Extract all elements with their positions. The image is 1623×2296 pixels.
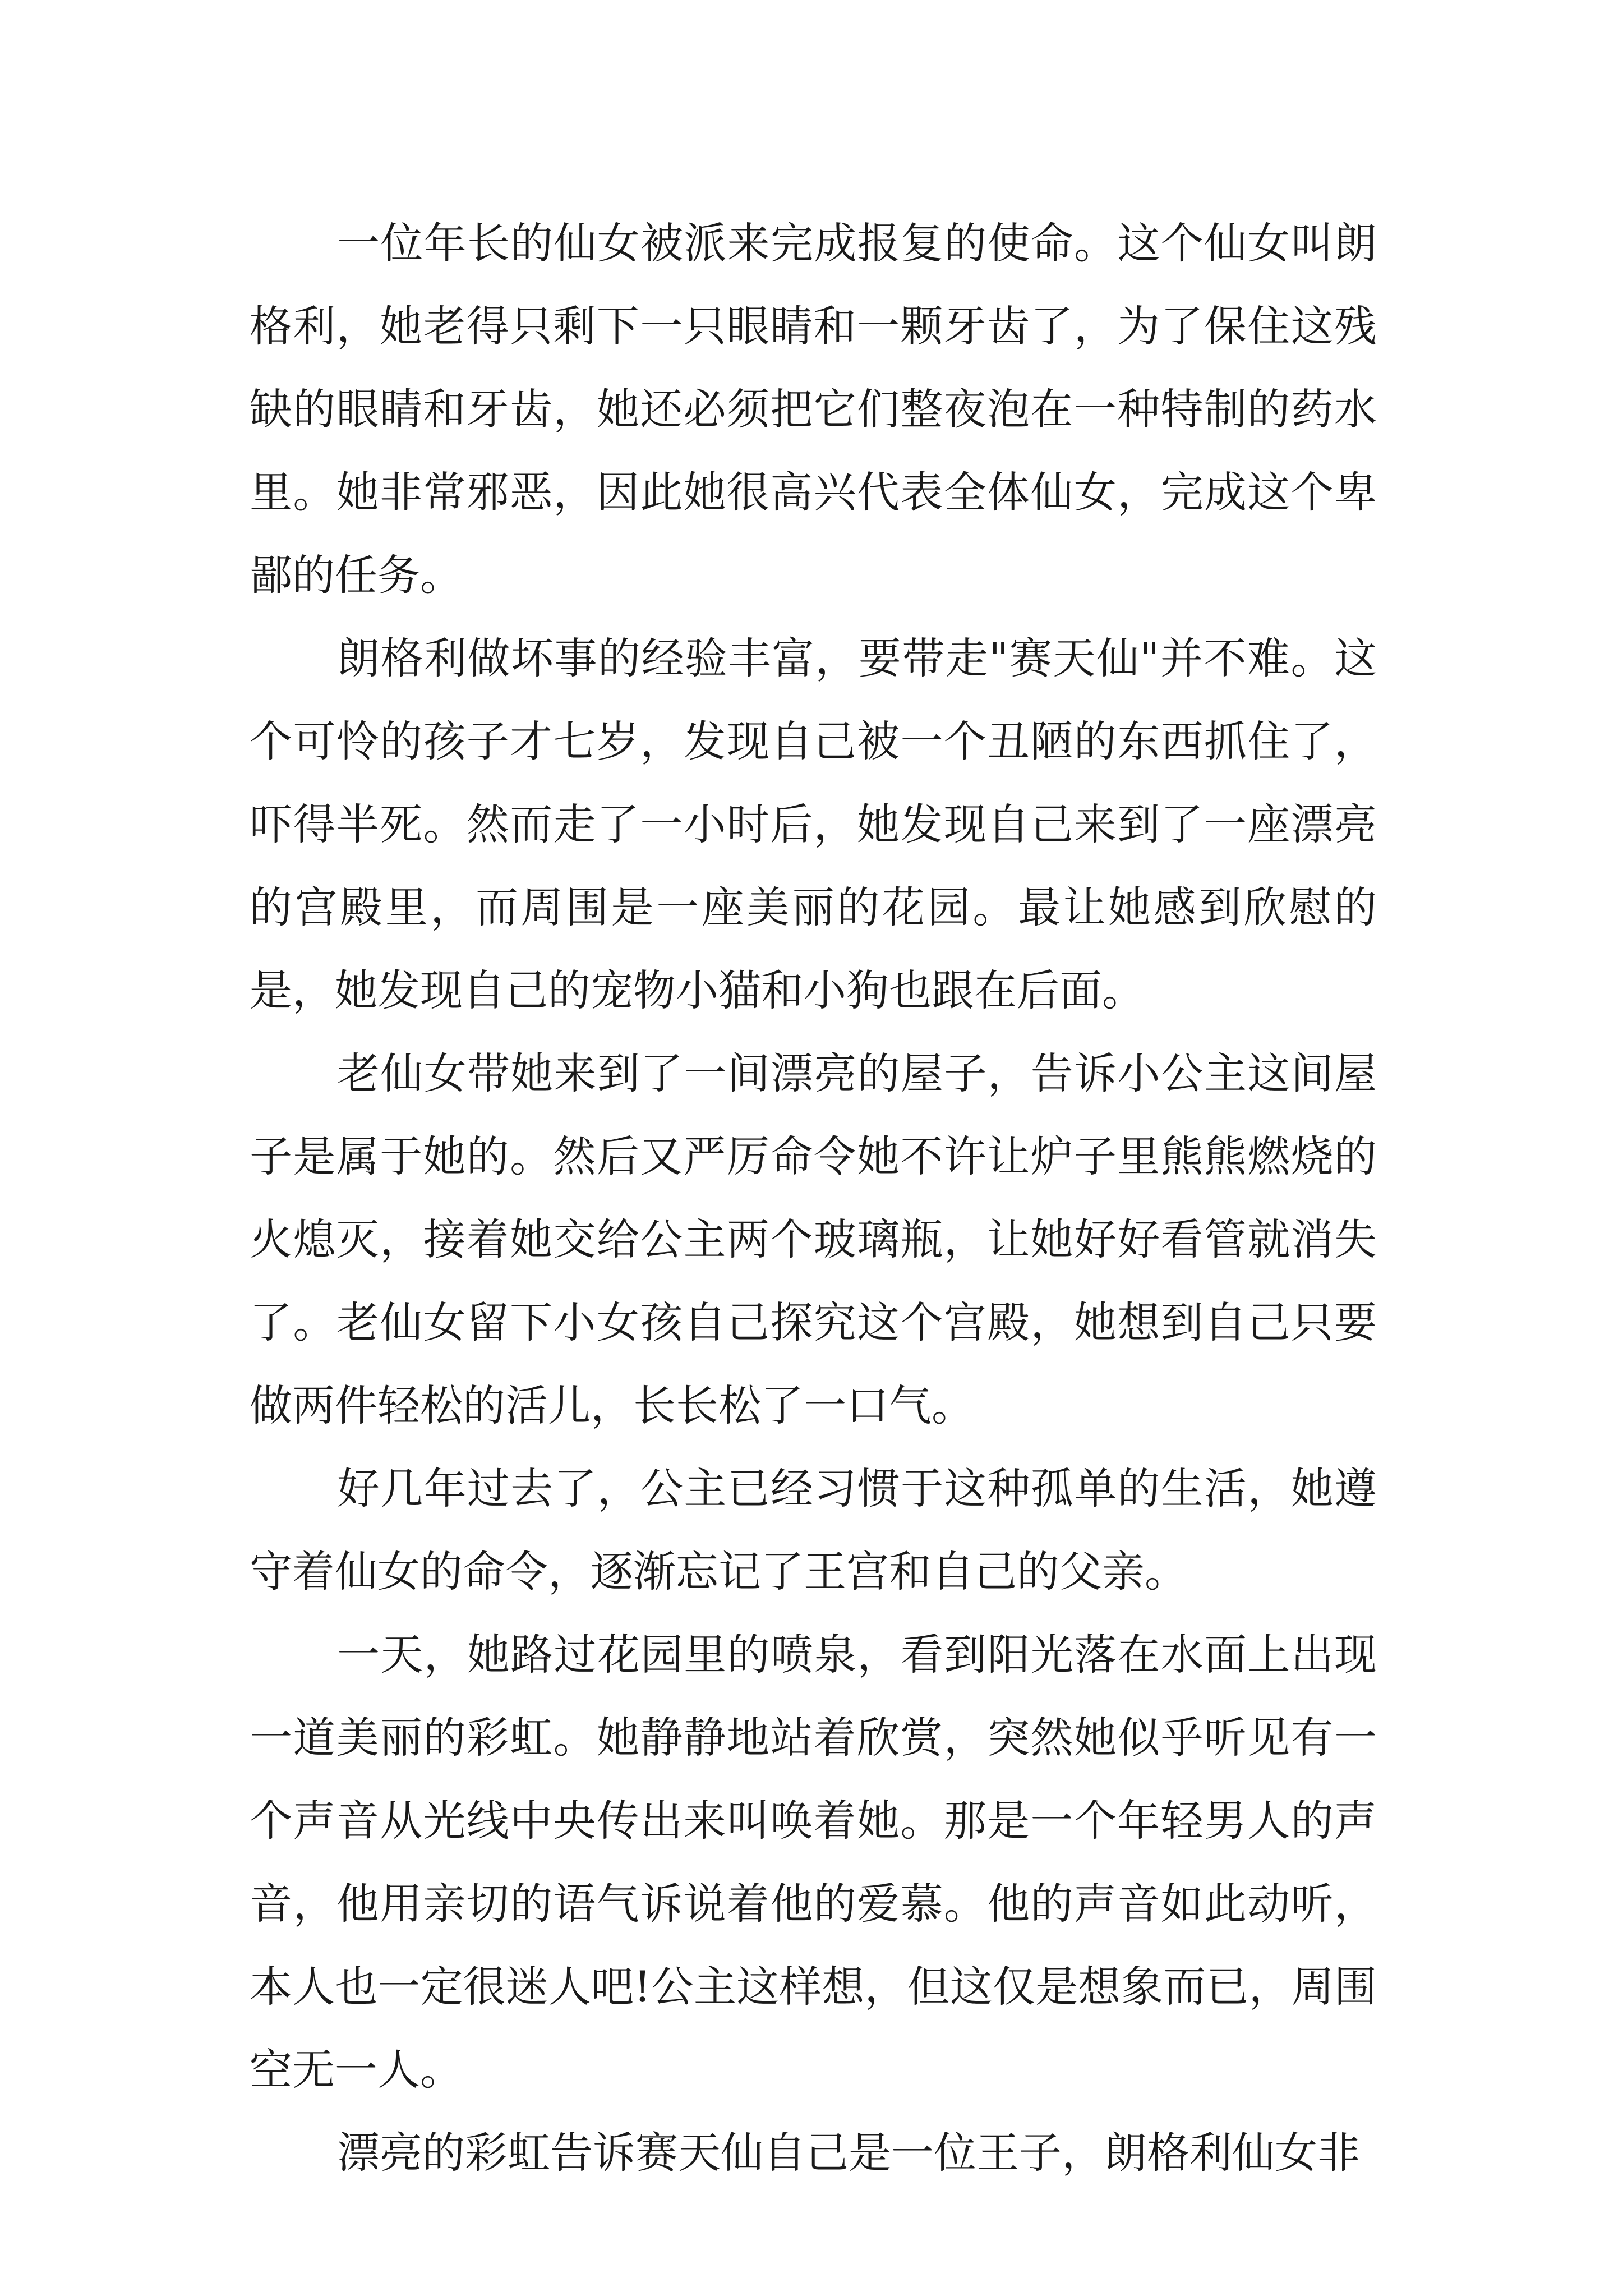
body-text [250,202,1377,2194]
paragraph-3: 老仙女带她来到了一间漂亮的屋子，告诉小公主这间屋子是属于她的。然后又严厉命令她不许让炉子里熊熊燃烧的火熄灭，接着她交给公主两个玻璃瓶，让她好好看管就消失了。老仙女留下小女孩自己探究这个宫殿，她想到自己只要做两件轻松的活儿，长长松了一口气。 [250,1048,1377,1430]
paragraph-5: 一天，她路过花园里的喷泉，看到阳光落在水面上出现一道美丽的彩虹。她静静地站着欣赏，突然她似乎听见有一个声音从光线中央传出来叫唤着她。那是一个年轻男人的声音，他用亲切的语气诉说着他的爱慕。他的声音如此动听，本人也一定很迷人吧!公主这样想，但这仅是想象而已，周围空无一人。 [250,1630,1377,2095]
paragraph-6: 漂亮的彩虹告诉赛天仙自己是一位王子，朗格利仙女非 [337,2128,1360,2178]
paragraph-1: 一位年长的仙女被派来完成报复的使命。这个仙女叫朗格利，她老得只剩下一只眼睛和一颗牙齿了，为了保住这残缺的眼睛和牙齿，她还必须把它们整夜泡在一种特制的药水里。她非常邪恶，因此她很高兴代表全体仙女，完成这个卑鄙的任务。 [250,218,1377,600]
paragraph-2: 朗格利做坏事的经验丰富，要带走"赛天仙"并不难。这个可怜的孩子才七岁，发现自己被一个丑陋的东西抓住了，吓得半死。然而走了一小时后，她发现自己来到了一座漂亮的宫殿里，而周围是一座美丽的花园。最让她感到欣慰的是，她发现自己的宠物小猫和小狗也跟在后面。 [250,633,1377,1015]
paragraph-4: 好几年过去了，公主已经习惯于这种孤单的生活，她遵守着仙女的命令，逐渐忘记了王宫和自己的父亲。 [250,1464,1377,1596]
